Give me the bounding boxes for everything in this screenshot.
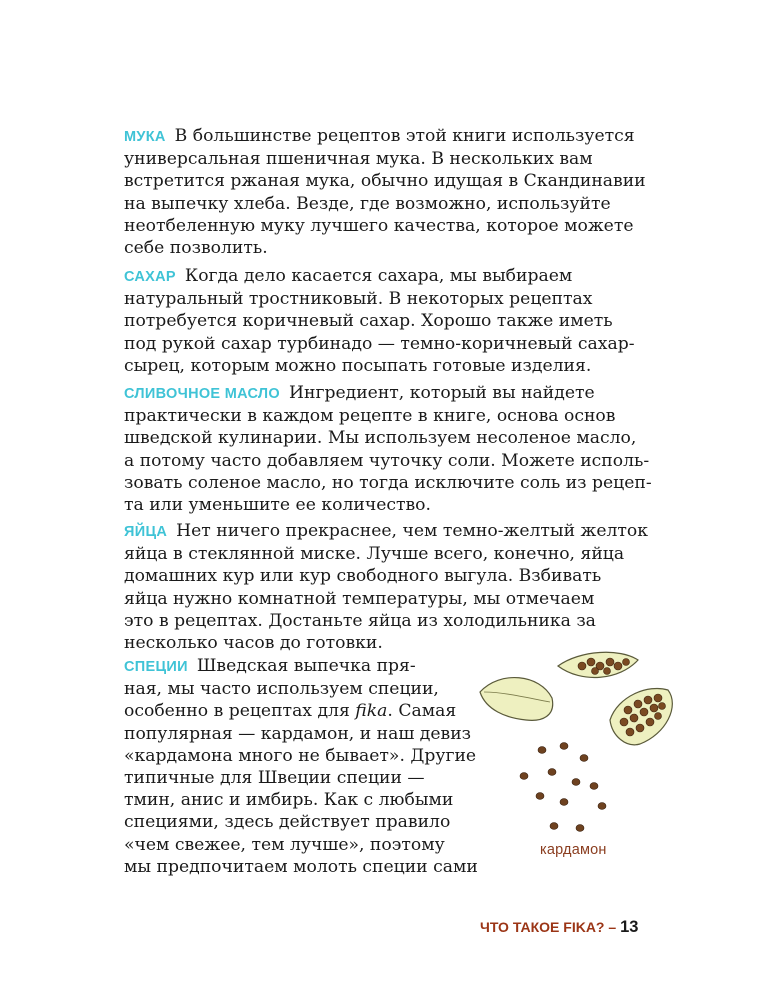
text-line: МУКА В большинстве рецептов этой книги используется xyxy=(124,126,635,146)
section-heading: СПЕЦИИ xyxy=(124,659,188,675)
text-line: неотбеленную муку лучшего качества, которое можете xyxy=(124,215,634,236)
text-line: САХАР Когда дело касается сахара, мы выбираем xyxy=(124,266,573,286)
text-line: несколько часов до готовки. xyxy=(124,633,383,654)
green-pod-icon xyxy=(480,678,553,721)
open-pod-right-icon xyxy=(610,688,672,744)
text-line: тмин, анис и имбирь. Как с любыми xyxy=(124,790,454,811)
text-line: на выпечку хлеба. Везде, где возможно, используйте xyxy=(124,193,611,214)
text-line: «кардамона много не бывает». Другие xyxy=(124,745,477,766)
text-line: под рукой сахар турбинадо — темно-коричневый сахар- xyxy=(124,333,635,354)
text-line: «чем свежее, тем лучше», поэтому xyxy=(124,834,445,855)
footer-dash: – xyxy=(608,919,617,935)
loose-seeds-icon xyxy=(520,743,606,832)
section-heading: ЯЙЦА xyxy=(124,524,168,540)
fika-word: fika xyxy=(355,701,388,722)
text-line: универсальная пшеничная мука. В нескольких вам xyxy=(124,149,593,170)
page-footer xyxy=(480,918,638,937)
text-line: потребуется коричневый сахар. Хорошо также иметь xyxy=(124,311,613,332)
text-line: ная, мы часто используем специи, xyxy=(124,679,439,700)
text-line: СЛИВОЧНОЕ МАСЛО Ингредиент, который вы найдете xyxy=(124,383,595,403)
text-line: специями, здесь действует правило xyxy=(124,812,451,833)
text-line: это в рецептах. Достаньте яйца из холодильника за xyxy=(124,610,596,631)
footer-title: ЧТО ТАКОЕ FIKA? xyxy=(480,919,605,935)
section-eggs xyxy=(124,520,649,654)
text-line: яйца нужно комнатной температуры, мы отмечаем xyxy=(124,588,595,609)
text-line: домашних кур или кур свободного выгула. Взбивать xyxy=(124,566,602,587)
text-line: особенно в рецептах для fika. Самая xyxy=(124,701,457,722)
text-line: себе позволить. xyxy=(124,238,268,259)
text-line: сырец, которым можно посыпать готовые изделия. xyxy=(124,355,592,376)
text-line: СПЕЦИИ Шведская выпечка пря- xyxy=(124,656,416,676)
text-line: мы предпочитаем молоть специи сами xyxy=(124,856,478,877)
cardamom-illustration xyxy=(470,640,700,870)
section-heading: САХАР xyxy=(124,269,176,285)
text-line: ЯЙЦА Нет ничего прекраснее, чем темно-желтый желток xyxy=(124,521,649,541)
page-number: 13 xyxy=(620,918,639,936)
section-sugar xyxy=(124,265,644,377)
text-line: та или уменьшите ее количество. xyxy=(124,495,431,516)
text-line: зовать соленое масло, но тогда исключите соль из рецеп- xyxy=(124,472,652,493)
text-line: встретится ржаная мука, обычно идущая в Скандинавии xyxy=(124,171,646,192)
section-heading: СЛИВОЧНОЕ МАСЛО xyxy=(124,386,280,402)
section-flour xyxy=(124,125,644,259)
text-line: а потому часто добавляем чуточку соли. Можете исполь- xyxy=(124,450,650,471)
section-heading: МУКА xyxy=(124,129,166,145)
text-line: натуральный тростниковый. В некоторых рецептах xyxy=(124,289,593,310)
open-pod-top-icon xyxy=(558,652,638,677)
text-line: популярная — кардамон, и наш девиз xyxy=(124,723,472,744)
illustration-caption: кардамон xyxy=(540,842,607,858)
section-butter xyxy=(124,382,652,516)
text-line: шведской кулинарии. Мы используем несоленое масло, xyxy=(124,428,637,449)
text-line: практически в каждом рецепте в книге, основа основ xyxy=(124,406,616,427)
text-line: типичные для Швеции специи — xyxy=(124,768,425,789)
text-line: яйца в стеклянной миске. Лучше всего, конечно, яйца xyxy=(124,544,625,565)
